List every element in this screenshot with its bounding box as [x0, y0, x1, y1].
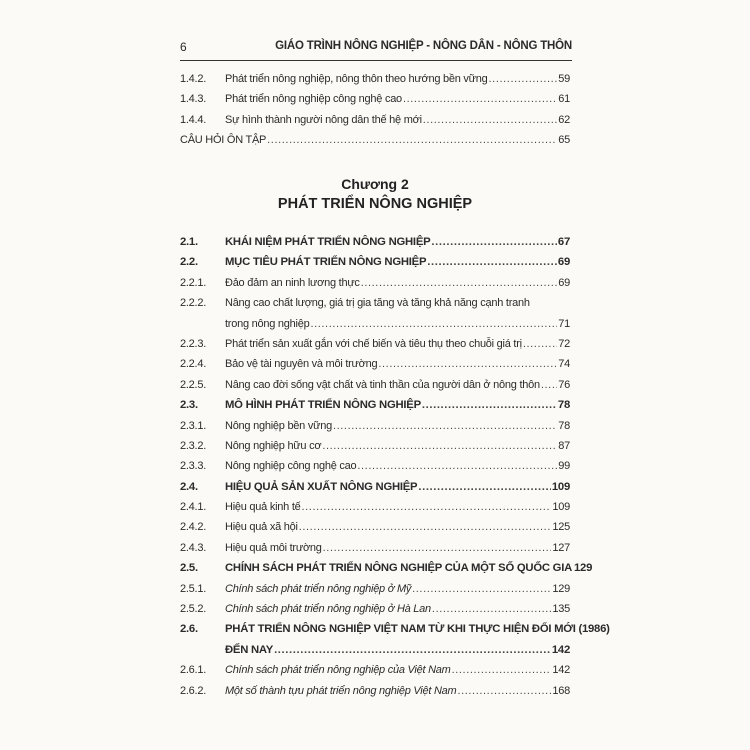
toc-entry [180, 134, 570, 154]
entry-page: 129 [552, 582, 570, 595]
entry-label: Sự hình thành người nông dân thế hệ mới [225, 113, 422, 126]
entry-page: 168 [552, 684, 570, 697]
toc-entry [180, 236, 570, 256]
entry-label: Một số thành tựu phát triển nông nghiệp Việt Nam [225, 684, 457, 697]
toc-entry [180, 338, 570, 358]
entry-label: PHÁT TRIỂN NÔNG NGHIỆP VIỆT NAM TỪ KHI THỰC HIỆN ĐỔI MỚI (1986) [225, 623, 610, 636]
entry-label: KHÁI NIỆM PHÁT TRIỂN NÔNG NGHIỆP [225, 236, 431, 248]
toc-entry [180, 644, 570, 664]
entry-number: 2.2.2. [180, 297, 207, 310]
entry-page: 142 [552, 664, 570, 677]
dot-leader [378, 358, 557, 370]
entry-number: 2.3.1. [180, 419, 207, 432]
toc-entry [180, 521, 570, 541]
entry-page: 125 [552, 521, 570, 534]
dot-leader [412, 583, 551, 595]
entry-page: 67 [557, 236, 570, 248]
entry-number: 2.4. [180, 480, 198, 493]
toc-entry [180, 256, 570, 276]
entry-page: 65 [558, 134, 570, 147]
dot-leader [274, 644, 551, 656]
entry-label: Nông nghiệp hữu cơ [225, 439, 322, 452]
entry-page: 71 [558, 317, 570, 330]
entry-page: 135 [552, 603, 570, 616]
entry-page: 69 [558, 276, 570, 289]
entry-label: ĐẾN NAY [225, 643, 274, 656]
entry-label: Nâng cao đời sống vật chất và tinh thần của người dân ở nông thôn [225, 378, 540, 391]
toc-entry [180, 358, 570, 378]
toc-entry [180, 664, 570, 684]
toc-entry [180, 420, 570, 440]
entry-number: 2.5.1. [180, 582, 207, 595]
chapter-title: PHÁT TRIỂN NÔNG NGHIỆP [277, 196, 473, 212]
entry-label: MÔ HÌNH PHÁT TRIỂN NÔNG NGHIỆP [225, 399, 421, 412]
dot-leader [423, 114, 557, 126]
entry-page: 69 [557, 256, 570, 269]
dot-leader [322, 440, 557, 452]
entry-label: Nâng cao chất lượng, giá trị gia tăng và tăng khả năng cạnh tranh [225, 297, 530, 310]
chapter-number: Chương 2 [341, 176, 409, 192]
entry-number: 2.3. [180, 399, 198, 412]
entry-number: 2.4.1. [180, 501, 207, 514]
entry-number: 2.2.5. [180, 378, 207, 391]
entry-number: 2.2. [180, 256, 198, 269]
entry-page: 109 [552, 501, 570, 514]
dot-leader [323, 542, 552, 554]
toc-entry [180, 623, 610, 643]
entry-number: 2.5.2. [180, 603, 207, 616]
toc-entry [180, 603, 570, 623]
running-header [180, 38, 572, 61]
entry-label: CHÍNH SÁCH PHÁT TRIỂN NÔNG NGHIỆP CỦA MỘT SỐ QUỐC GIA [225, 562, 573, 575]
entry-page: 87 [558, 439, 570, 452]
entry-number: 2.4.2. [180, 521, 207, 534]
toc-entry [180, 399, 570, 419]
dot-leader [431, 236, 557, 248]
toc-entry [180, 114, 570, 134]
dot-leader [361, 277, 558, 289]
entry-page: 129 [574, 562, 593, 575]
entry-number: 2.3.3. [180, 460, 207, 473]
entry-page: 74 [558, 358, 570, 371]
entry-number: 2.6. [180, 623, 198, 636]
toc-entry [180, 277, 570, 297]
entry-number: 2.2.1. [180, 276, 207, 289]
dot-leader [523, 338, 557, 350]
toc-entry [180, 481, 570, 501]
entry-label: Hiệu quả kinh tế [225, 501, 301, 514]
entry-page: 109 [551, 480, 570, 493]
entry-label: HIỆU QUẢ SẢN XUẤT NÔNG NGHIỆP [225, 480, 418, 493]
dot-leader [310, 318, 557, 330]
entry-label: Hiệu quả xã hội [225, 521, 298, 534]
toc-entry [180, 501, 570, 521]
dot-leader [489, 73, 558, 85]
entry-page: 59 [558, 73, 570, 85]
entry-number: 2.6.2. [180, 684, 207, 697]
toc-entry [180, 685, 570, 705]
entry-label: Bảo vệ tài nguyên và môi trường [225, 358, 378, 371]
entry-number: 1.4.4. [180, 113, 207, 126]
entry-label: trong nông nghiệp [225, 317, 310, 330]
entry-page: 72 [558, 337, 570, 350]
dot-leader [357, 460, 557, 472]
dot-leader [541, 379, 557, 391]
entry-page: 62 [558, 113, 570, 126]
dot-leader [403, 93, 557, 105]
entry-page: 76 [558, 378, 570, 391]
entry-label: Chính sách phát triển nông nghiệp ở Hà Lan [225, 603, 431, 616]
toc-entry [180, 297, 570, 317]
dot-leader [299, 521, 552, 533]
page-number: 6 [180, 40, 187, 54]
entry-label: Phát triển nông nghiệp công nghệ cao [225, 93, 402, 106]
entry-number: 1.4.3. [180, 93, 207, 106]
toc-chapter-2 [180, 236, 610, 705]
toc-top-section [180, 73, 570, 155]
dot-leader [333, 420, 557, 432]
entry-number: 2.5. [180, 562, 198, 575]
entry-number: 1.4.2. [180, 73, 207, 85]
toc-entry [180, 583, 570, 603]
dot-leader [452, 664, 552, 676]
entry-label: Phát triển sản xuất gắn với chế biến và tiêu thụ theo chuỗi giá trị [225, 337, 522, 350]
entry-number: 2.1. [180, 236, 198, 248]
dot-leader [418, 481, 551, 493]
entry-label: Phát triển nông nghiệp, nông thôn theo hướng bền vững [225, 73, 488, 85]
entry-number: 2.2.3. [180, 337, 207, 350]
entry-page: 61 [558, 93, 570, 106]
toc-entry [180, 440, 570, 460]
toc-entry [180, 73, 570, 93]
entry-number: 2.4.3. [180, 541, 207, 554]
dot-leader [267, 134, 557, 146]
entry-page: 127 [552, 541, 570, 554]
entry-page: 99 [558, 460, 570, 473]
entry-number: 2.6.1. [180, 664, 207, 677]
dot-leader [422, 399, 557, 411]
entry-label: Chính sách phát triển nông nghiệp của Việt Nam [225, 664, 451, 677]
entry-label: MỤC TIÊU PHÁT TRIỂN NÔNG NGHIỆP [225, 256, 427, 269]
entry-page: 78 [558, 419, 570, 432]
entry-label: Đảo đảm an ninh lương thực [225, 276, 360, 289]
entry-number: 2.2.4. [180, 358, 207, 371]
toc-entry [180, 318, 570, 338]
toc-entry [180, 542, 570, 562]
toc-entry [180, 562, 593, 582]
toc-entry [180, 93, 570, 113]
entry-label: Hiệu quả môi trường [225, 541, 322, 554]
dot-leader [432, 603, 551, 615]
entry-label: Chính sách phát triển nông nghiệp ở Mỹ [225, 582, 412, 595]
entry-label: Nông nghiệp công nghệ cao [225, 460, 357, 473]
dot-leader [457, 685, 551, 697]
entry-label: Nông nghiệp bền vững [225, 419, 332, 432]
entry-page: 78 [557, 399, 570, 412]
dot-leader [302, 501, 552, 513]
dot-leader [427, 256, 557, 268]
toc-entry [180, 460, 570, 480]
entry-label: CÂU HỎI ÔN TẬP [180, 134, 267, 147]
entry-page: 142 [551, 643, 570, 656]
entry-number: 2.3.2. [180, 439, 207, 452]
toc-entry [180, 379, 570, 399]
running-title: GIÁO TRÌNH NÔNG NGHIỆP - NÔNG DÂN - NÔNG THÔN [275, 40, 572, 52]
